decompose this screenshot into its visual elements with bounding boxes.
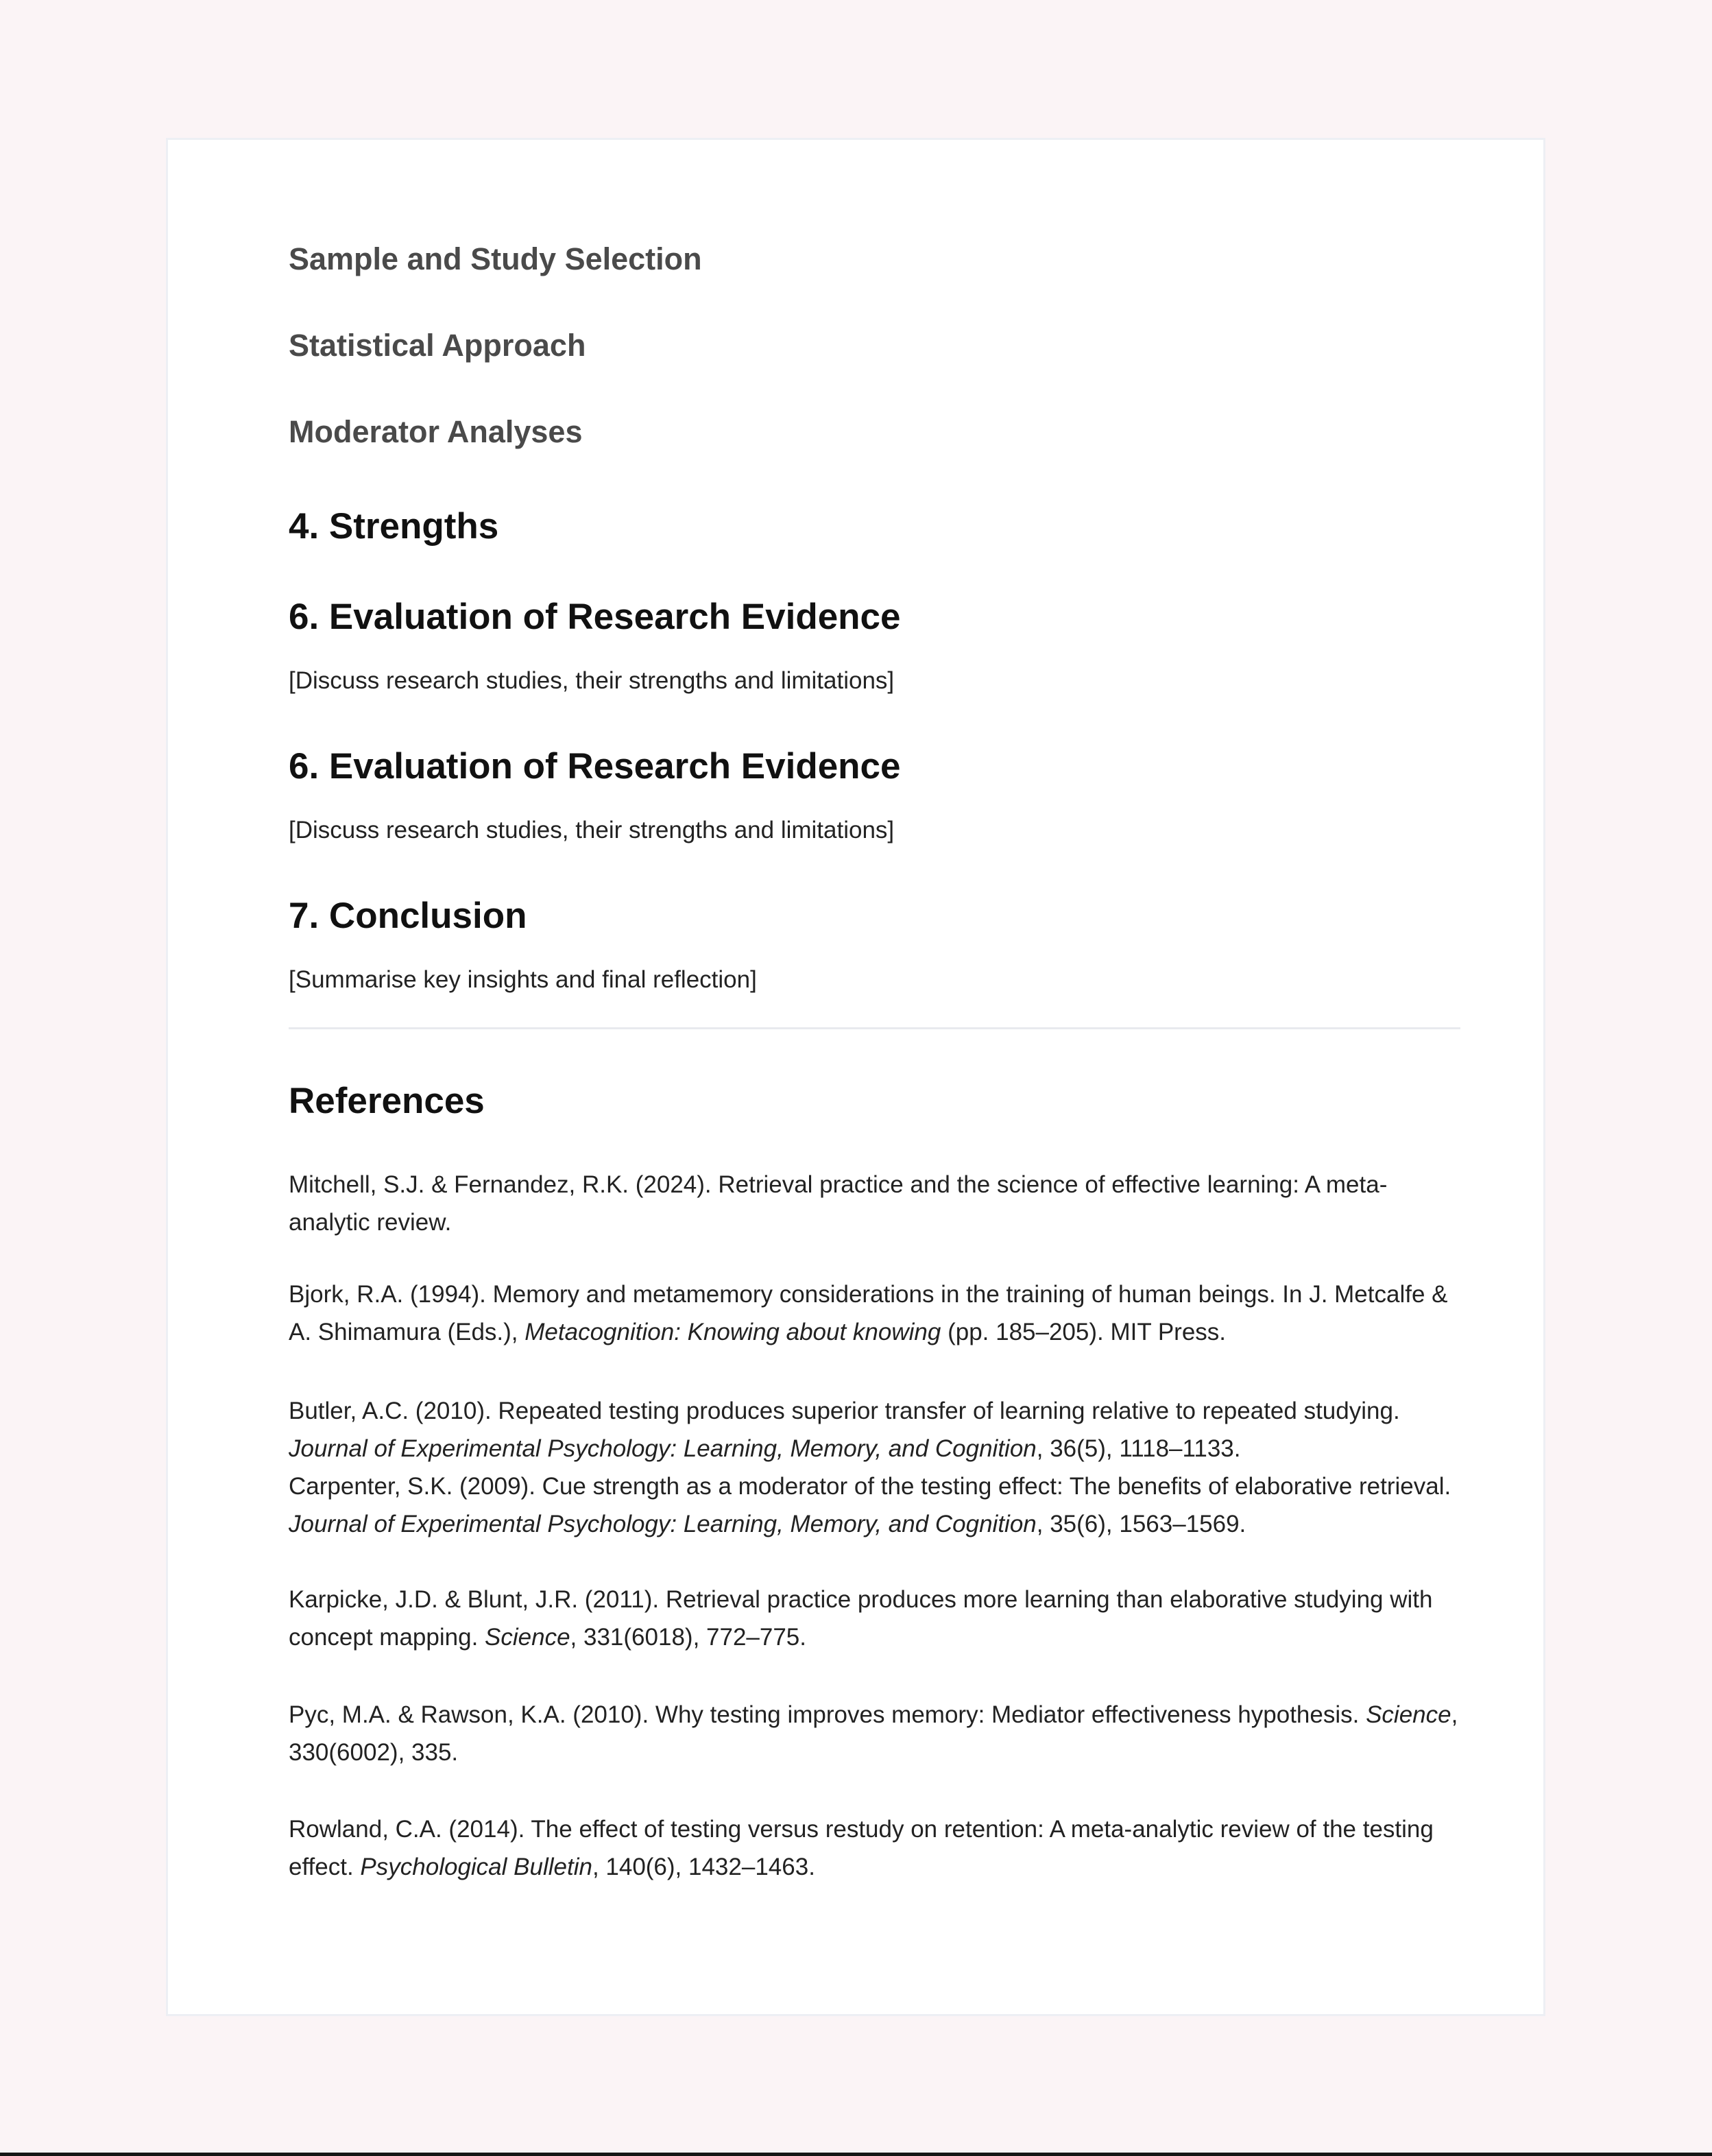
reference-pyc <box>289 1696 1460 1771</box>
reference-text: Carpenter, S.K. (2009). Cue strength as a moderator of the testing effect: The benefits of elaborative retrieval. <box>289 1473 1451 1500</box>
reference-journal-title: Science <box>485 1624 570 1651</box>
reference-journal-title: Journal of Experimental Psychology: Learning, Memory, and Cognition <box>289 1435 1037 1462</box>
reference-text: Bjork, R.A. (1994). Memory and metamemory considerations in the training of human beings. In J. Metcalfe & A. Shimamura (Eds.), <box>289 1281 1448 1345</box>
reference-journal-title: Psychological Bulletin <box>360 1854 592 1880</box>
reference-bjork <box>289 1275 1460 1351</box>
reference-karpicke <box>289 1581 1460 1656</box>
reference-book-title: Metacognition: Knowing about knowing <box>525 1319 941 1345</box>
screen-edge-bar <box>0 2153 1712 2156</box>
section-heading-evaluation-2: 6. Evaluation of Research Evidence <box>289 746 901 787</box>
reference-journal-title: Science <box>1366 1701 1451 1728</box>
reference-text: Karpicke, J.D. & Blunt, J.R. (2011). Retrieval practice produces more learning than elaborative studying with concept mapping. <box>289 1586 1433 1651</box>
reference-text: Rowland, C.A. (2014). The effect of testing versus restudy on retention: A meta-analytic review of the testing effect. <box>289 1816 1434 1880</box>
document-page <box>166 138 1545 2016</box>
section-divider <box>289 1027 1460 1029</box>
reference-text: , 331(6018), 772–775. <box>570 1624 806 1651</box>
reference-journal-title: Journal of Experimental Psychology: Learning, Memory, and Cognition <box>289 1511 1037 1537</box>
reference-rowland <box>289 1810 1460 1886</box>
section-heading-strengths: 4. Strengths <box>289 506 499 547</box>
reference-text: (pp. 185–205). MIT Press. <box>941 1319 1227 1345</box>
reference-text: , 330(6002), 335. <box>289 1701 1458 1766</box>
reference-text: , 35(6), 1563–1569. <box>1036 1511 1246 1537</box>
section-heading-moderator-analyses: Moderator Analyses <box>289 414 583 449</box>
placeholder-text-evaluation-2: [Discuss research studies, their strengths and limitations] <box>289 817 895 843</box>
reference-text: , 140(6), 1432–1463. <box>592 1854 815 1880</box>
section-heading-conclusion: 7. Conclusion <box>289 896 527 936</box>
section-heading-sample-and-study-selection: Sample and Study Selection <box>289 241 702 276</box>
section-heading-evaluation-1: 6. Evaluation of Research Evidence <box>289 597 901 637</box>
reference-text: Butler, A.C. (2010). Repeated testing produces superior transfer of learning relative to repeated studying. <box>289 1398 1400 1424</box>
section-heading-statistical-approach: Statistical Approach <box>289 328 586 363</box>
reference-text: , 36(5), 1118–1133. <box>1036 1435 1241 1462</box>
references-heading: References <box>289 1081 485 1121</box>
reference-mitchell <box>289 1166 1460 1241</box>
reference-text: Pyc, M.A. & Rawson, K.A. (2010). Why testing improves memory: Mediator effectiveness hypothesis. <box>289 1701 1366 1728</box>
placeholder-text-conclusion: [Summarise key insights and final reflection] <box>289 966 757 993</box>
reference-text: Mitchell, S.J. & Fernandez, R.K. (2024). Retrieval practice and the science of effective learning: A meta-analytic review. <box>289 1171 1388 1236</box>
reference-carpenter <box>289 1468 1460 1543</box>
reference-butler <box>289 1392 1460 1468</box>
placeholder-text-evaluation-1: [Discuss research studies, their strengths and limitations] <box>289 667 895 694</box>
